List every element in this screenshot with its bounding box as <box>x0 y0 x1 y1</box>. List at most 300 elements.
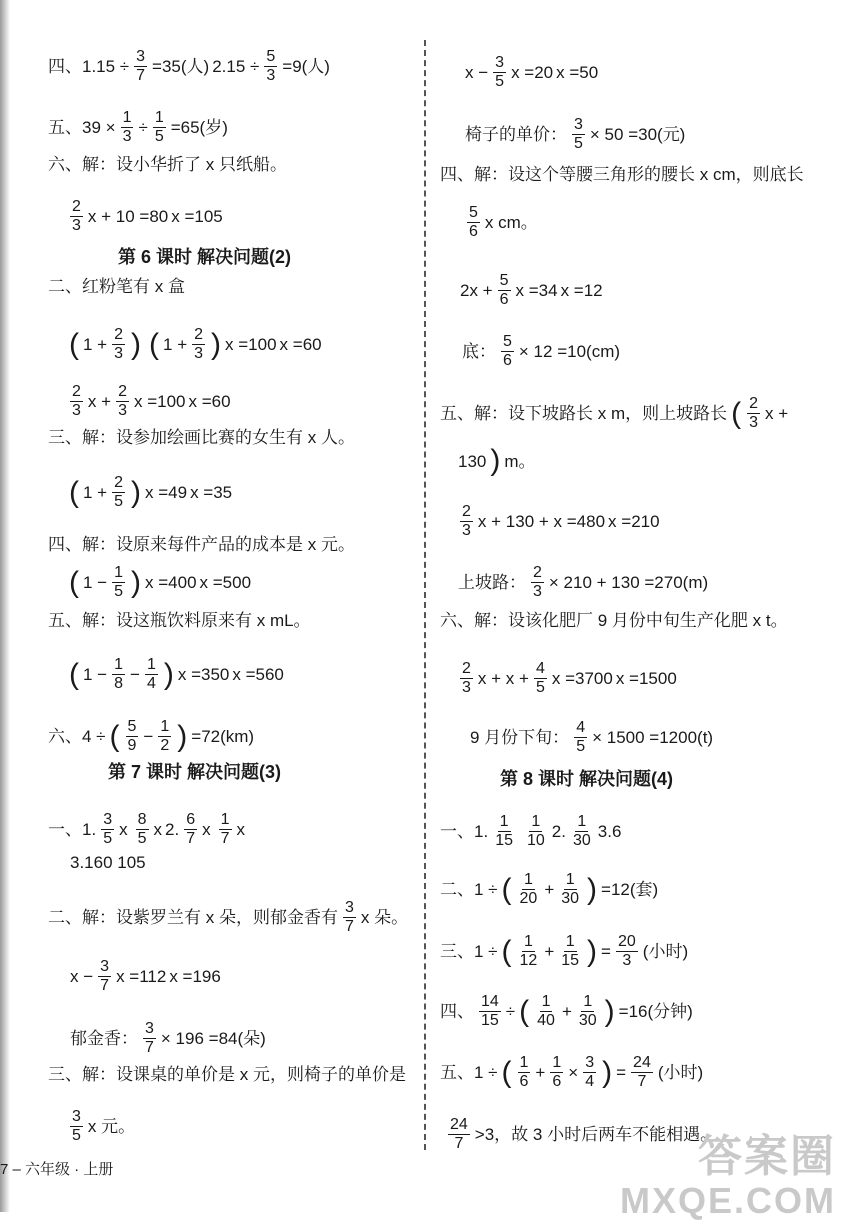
fraction-denominator: 5 <box>114 583 124 600</box>
fraction <box>192 326 205 363</box>
fraction-denominator: 5 <box>535 679 545 696</box>
answer-line <box>48 612 311 629</box>
answer-text: 2. <box>551 822 566 841</box>
fraction-numerator: 3 <box>145 1020 154 1037</box>
fraction-denominator: 7 <box>136 67 146 84</box>
fraction-denominator: 40 <box>537 1012 555 1029</box>
answer-line <box>465 54 598 91</box>
answer-text: 2. <box>165 820 180 839</box>
answer-text: 上坡路： <box>458 573 526 592</box>
fraction-numerator: 5 <box>266 48 276 65</box>
answer-text: 130 <box>458 451 487 471</box>
answer-line <box>48 109 228 146</box>
fraction <box>535 993 557 1030</box>
answer-line <box>440 166 804 183</box>
parenthesis: ) <box>131 475 142 509</box>
answer-line <box>440 1054 703 1091</box>
fraction <box>264 48 277 85</box>
answer-line <box>440 395 788 432</box>
fraction-denominator: 7 <box>100 977 110 994</box>
fraction-numerator: 1 <box>114 656 124 673</box>
answer-text: 五、1 ÷ <box>440 1063 498 1082</box>
column-divider <box>424 40 426 1150</box>
answer-line <box>440 813 621 850</box>
fraction-numerator: 2 <box>462 503 471 520</box>
answer-text: x =3700 <box>551 669 613 688</box>
answer-text: + <box>535 1063 546 1082</box>
fraction-numerator: 6 <box>186 811 196 828</box>
fraction <box>112 564 125 601</box>
answer-text: × 210 + 130 =270(m) <box>548 573 709 592</box>
fraction-denominator: 15 <box>481 1012 499 1029</box>
fraction-denominator: 5 <box>103 830 113 847</box>
answer-text: 椅子的单价： <box>465 125 567 144</box>
fraction-denominator: 30 <box>561 890 580 907</box>
answer-line <box>70 958 221 995</box>
fraction-denominator: 3 <box>749 414 759 431</box>
answer-text: = <box>616 1063 627 1082</box>
answer-line <box>48 48 330 85</box>
answer-text: 五、39 × <box>48 118 116 137</box>
answer-text: x + 10 =80 <box>87 207 169 226</box>
fraction-denominator: 5 <box>72 1127 81 1144</box>
fraction-denominator: 3 <box>462 679 471 696</box>
answer-text: 2x + <box>460 281 493 300</box>
fraction <box>498 272 511 309</box>
parenthesis: ( <box>501 872 512 906</box>
answer-text: × <box>568 1063 579 1082</box>
answer-line <box>48 429 355 446</box>
answer-text: x =210 <box>608 512 660 531</box>
fraction-numerator: 1 <box>531 813 541 830</box>
answer-text: 六、解：设小华折了 x 只纸船。 <box>48 155 287 174</box>
answer-text: =9(人) <box>282 57 330 76</box>
answer-text: 3.160 105 <box>70 853 146 872</box>
answer-text: 一、1. <box>440 822 489 841</box>
fraction <box>518 871 540 908</box>
answer-line <box>458 446 536 476</box>
fraction-denominator: 4 <box>585 1073 595 1090</box>
answer-text: x =12 <box>560 281 603 300</box>
fraction-denominator: 3 <box>114 345 124 362</box>
answer-text: 9 月份下旬： <box>470 728 570 747</box>
fraction-denominator: 9 <box>127 737 137 754</box>
fraction-numerator: 3 <box>585 1054 595 1071</box>
answer-text: (小时) <box>642 942 689 961</box>
fraction <box>134 48 147 85</box>
answer-text: x =34 <box>515 281 558 300</box>
fraction-numerator: 1 <box>523 933 533 950</box>
answer-text: x =1500 <box>615 669 677 688</box>
answer-line <box>458 503 660 540</box>
watermark-logo-text: 答案圈 <box>698 1132 836 1181</box>
answer-text: 一、1. <box>48 820 97 839</box>
answer-text: x =50 <box>556 63 599 82</box>
parenthesis: ( <box>149 327 160 361</box>
fraction-denominator: 7 <box>344 918 354 935</box>
answer-line <box>458 564 708 601</box>
answer-text: = <box>601 942 611 961</box>
fraction-numerator: 1 <box>499 813 509 830</box>
answer-text: + <box>544 880 555 899</box>
fraction-numerator: 5 <box>499 272 509 289</box>
answer-text: − <box>130 665 140 684</box>
fraction-denominator: 6 <box>552 1073 562 1090</box>
fraction-denominator: 3 <box>122 128 132 145</box>
answer-text: 2.15 ÷ <box>212 57 260 76</box>
section-heading <box>500 770 673 788</box>
answer-text: 四、1.15 ÷ <box>48 57 130 76</box>
fraction-denominator: 6 <box>519 1073 529 1090</box>
answer-line <box>48 811 245 848</box>
answer-text: − <box>143 727 154 746</box>
fraction-numerator: 2 <box>114 326 124 343</box>
fraction-denominator: 8 <box>114 675 124 692</box>
page-footer: 7 – 六年级 · 上册 <box>0 1161 114 1178</box>
fraction <box>121 109 134 146</box>
fraction <box>747 395 760 432</box>
answer-text: x + x + <box>477 669 529 688</box>
fraction-numerator: 1 <box>114 564 124 581</box>
fraction <box>219 811 232 848</box>
answer-text: x =100 <box>225 335 277 354</box>
answer-text: x + 130 + x =480 <box>477 512 606 531</box>
parenthesis: ( <box>109 719 120 753</box>
answer-line <box>48 899 408 936</box>
fraction <box>616 933 638 970</box>
fraction <box>531 564 544 601</box>
section-heading <box>118 248 291 266</box>
fraction-numerator: 1 <box>122 109 132 126</box>
fraction-denominator: 4 <box>146 675 156 692</box>
fraction <box>460 503 473 540</box>
answer-text: ÷ <box>505 1002 516 1021</box>
parenthesis: ( <box>69 475 79 509</box>
answer-text: 底： <box>462 342 496 361</box>
fraction <box>184 811 197 848</box>
answer-line <box>48 718 254 755</box>
fraction <box>126 718 139 755</box>
fraction-denominator: 3 <box>118 402 127 419</box>
answer-text: 第 6 课时 解决问题(2) <box>118 247 292 267</box>
answer-text: x =49 <box>145 483 188 502</box>
fraction <box>571 813 593 850</box>
fraction-denominator: 3 <box>622 952 632 969</box>
fraction-numerator: 1 <box>565 871 575 888</box>
fraction <box>70 1108 83 1145</box>
fraction <box>572 116 585 153</box>
fraction-denominator: 30 <box>572 832 591 849</box>
answer-text: 第 8 课时 解决问题(4) <box>500 769 674 789</box>
fraction <box>143 1020 156 1057</box>
fraction-numerator: 20 <box>617 933 636 950</box>
section-heading <box>108 763 281 781</box>
answer-text: >3，故 3 小时后两车不能相遇。 <box>474 1125 718 1144</box>
fraction-numerator: 2 <box>114 474 124 491</box>
fraction <box>98 958 111 995</box>
fraction <box>116 383 129 420</box>
answer-text: 四、解：设原来每件产品的成本是 x 元。 <box>48 535 355 554</box>
answer-text: 1 − <box>83 573 108 592</box>
fraction-numerator: 2 <box>72 383 81 400</box>
parenthesis: ( <box>69 327 79 361</box>
fraction <box>343 899 356 936</box>
fraction-numerator: 2 <box>194 326 204 343</box>
answer-text: 四、 <box>440 1002 474 1021</box>
fraction-denominator: 6 <box>469 223 478 240</box>
answer-text: x =350 <box>177 665 230 684</box>
parenthesis: ( <box>519 994 530 1028</box>
fraction-denominator: 5 <box>574 135 583 152</box>
answer-text: × 50 =30(元) <box>589 125 686 144</box>
answer-text: 1 + <box>163 335 188 354</box>
fraction <box>467 204 480 241</box>
answer-text: 三、解：设课桌的单价是 x 元，则椅子的单价是 <box>48 1065 406 1084</box>
answer-text: 六、解：设该化肥厂 9 月份中旬生产化肥 x t。 <box>440 611 788 630</box>
answer-text: 六、4 ÷ <box>48 727 106 746</box>
fraction-denominator: 7 <box>454 1135 464 1152</box>
answer-text: x 元。 <box>87 1117 136 1136</box>
fraction <box>158 718 171 755</box>
fraction-numerator: 1 <box>523 871 533 888</box>
fraction-numerator: 2 <box>118 383 127 400</box>
answer-line <box>68 326 322 363</box>
fraction-numerator: 1 <box>160 718 170 735</box>
answer-text: x − <box>70 967 94 986</box>
fraction-numerator: 24 <box>633 1054 651 1071</box>
answer-text: (小时) <box>657 1063 704 1082</box>
watermark <box>620 1120 836 1222</box>
fraction <box>460 660 473 697</box>
answer-text: x =20 <box>511 63 554 82</box>
answer-line <box>68 1108 135 1145</box>
answer-text: 1 − <box>83 665 108 684</box>
fraction-denominator: 7 <box>220 830 230 847</box>
fraction-numerator: 3 <box>103 811 113 828</box>
fraction-numerator: 3 <box>344 899 354 916</box>
answer-text: 二、红粉笔有 x 盒 <box>48 277 185 296</box>
answer-text: x <box>236 820 245 839</box>
fraction <box>112 474 125 511</box>
fraction <box>70 383 83 420</box>
fraction <box>577 993 599 1030</box>
fraction <box>518 1054 531 1091</box>
fraction <box>583 1054 596 1091</box>
answer-text: x <box>153 820 162 839</box>
answer-line <box>68 198 223 235</box>
fraction <box>112 326 125 363</box>
answer-text: =16(分钟) <box>618 1002 693 1021</box>
parenthesis: ) <box>490 444 501 477</box>
answer-text: + <box>561 1002 572 1021</box>
answer-text: × 196 =84(朵) <box>160 1029 266 1048</box>
answer-line <box>68 656 284 693</box>
fraction <box>153 109 166 146</box>
fraction-numerator: 1 <box>146 656 156 673</box>
answer-line <box>465 204 538 241</box>
answer-text: =12(套) <box>601 880 659 899</box>
fraction-denominator: 15 <box>495 832 513 849</box>
answer-text: x =560 <box>232 665 284 684</box>
fraction-numerator: 3 <box>574 116 583 133</box>
answer-line <box>70 854 146 871</box>
fraction-denominator: 20 <box>519 890 538 907</box>
fraction <box>550 1054 563 1091</box>
answer-text: x =60 <box>188 392 231 411</box>
parenthesis: ) <box>211 327 222 361</box>
fraction-numerator: 14 <box>481 993 499 1010</box>
answer-text: =72(km) <box>191 727 255 746</box>
fraction-denominator: 10 <box>526 832 545 849</box>
parenthesis: ) <box>131 327 142 361</box>
answer-text: m。 <box>504 451 536 471</box>
fraction-denominator: 3 <box>72 217 81 234</box>
answer-text: x =112 <box>116 967 167 986</box>
answer-line <box>48 156 287 173</box>
answer-line <box>70 1020 266 1057</box>
parenthesis: ( <box>501 1055 512 1089</box>
page-edge-shadow <box>0 0 10 1212</box>
answer-text: =65(岁) <box>170 118 228 137</box>
parenthesis: ( <box>69 565 79 599</box>
parenthesis: ( <box>731 396 742 430</box>
fraction-denominator: 2 <box>160 737 170 754</box>
answer-text: 五、解：设这瓶饮料原来有 x mL。 <box>48 611 311 630</box>
answer-text: 三、解：设参加绘画比赛的女生有 x 人。 <box>48 428 355 447</box>
answer-line <box>68 564 251 601</box>
fraction <box>534 660 547 697</box>
answer-text: x =105 <box>171 207 223 226</box>
fraction <box>112 656 125 693</box>
answer-text: x =500 <box>199 573 252 592</box>
fraction-denominator: 7 <box>186 830 196 847</box>
answer-text: + <box>544 942 555 961</box>
fraction-denominator: 30 <box>578 1012 597 1029</box>
fraction-denominator: 5 <box>495 73 505 90</box>
answer-text: × 12 =10(cm) <box>518 342 621 361</box>
answer-text: x − <box>465 63 489 82</box>
fraction-numerator: 3 <box>100 958 110 975</box>
fraction-denominator: 5 <box>137 830 147 847</box>
fraction <box>493 54 506 91</box>
fraction-numerator: 3 <box>72 1108 81 1125</box>
fraction <box>101 811 114 848</box>
answer-line <box>68 383 231 420</box>
answer-text: x + <box>765 404 789 423</box>
fraction-numerator: 1 <box>154 109 164 126</box>
parenthesis: ) <box>177 719 188 753</box>
fraction-numerator: 1 <box>552 1054 562 1071</box>
answer-text: ÷ <box>138 118 148 137</box>
fraction-numerator: 1 <box>577 813 587 830</box>
answer-text: 1 + <box>83 335 108 354</box>
answer-text: x 朵。 <box>360 908 409 927</box>
parenthesis: ) <box>163 657 174 691</box>
fraction-numerator: 2 <box>749 395 759 412</box>
fraction <box>574 719 587 756</box>
fraction <box>136 811 149 848</box>
answer-text: x =196 <box>169 967 221 986</box>
answer-text: 1 + <box>83 483 108 502</box>
fraction-denominator: 5 <box>114 493 124 510</box>
fraction-denominator: 3 <box>266 67 276 84</box>
answer-line <box>462 333 620 370</box>
fraction-denominator: 3 <box>194 345 204 362</box>
fraction-denominator: 3 <box>462 522 471 539</box>
fraction-numerator: 5 <box>503 333 512 350</box>
fraction-denominator: 3 <box>72 402 81 419</box>
answer-text: 二、解：设紫罗兰有 x 朵，则郁金香有 <box>48 908 338 927</box>
answer-line <box>48 1066 406 1083</box>
fraction-numerator: 4 <box>576 719 586 736</box>
fraction <box>631 1054 653 1091</box>
fraction-numerator: 24 <box>450 1116 468 1133</box>
fraction-numerator: 1 <box>519 1054 529 1071</box>
answer-line <box>465 116 685 153</box>
answer-text: 二、1 ÷ <box>440 880 498 899</box>
fraction <box>493 813 515 850</box>
fraction-denominator: 12 <box>519 952 538 969</box>
parenthesis: ) <box>131 565 142 599</box>
answer-line <box>68 474 232 511</box>
answer-text: x cm。 <box>484 213 538 232</box>
answer-text: 四、解：设这个等腰三角形的腰长 x cm，则底长 <box>440 165 804 184</box>
fraction-denominator: 15 <box>561 952 580 969</box>
answer-line <box>48 536 355 553</box>
fraction-denominator: 3 <box>533 583 542 600</box>
fraction-denominator: 5 <box>154 128 164 145</box>
parenthesis: ) <box>602 1055 613 1089</box>
watermark-url: MXQE.COM <box>619 1180 836 1221</box>
answer-text: x =400 <box>145 573 197 592</box>
fraction-denominator: 6 <box>499 291 509 308</box>
fraction-numerator: 2 <box>462 660 471 677</box>
fraction-numerator: 1 <box>220 811 230 828</box>
answer-line <box>460 272 603 309</box>
answer-text: x <box>202 820 211 839</box>
fraction <box>559 871 581 908</box>
answer-line <box>440 612 788 629</box>
fraction-numerator: 1 <box>541 993 551 1010</box>
fraction-numerator: 5 <box>469 204 478 221</box>
fraction <box>559 933 581 970</box>
answer-text: 三、1 ÷ <box>440 942 498 961</box>
parenthesis: ) <box>587 934 598 968</box>
fraction <box>518 933 540 970</box>
parenthesis: ( <box>69 657 79 691</box>
answer-text: =35(人) <box>152 57 210 76</box>
fraction <box>145 656 158 693</box>
fraction <box>448 1116 470 1153</box>
answer-text: 郁金香： <box>70 1029 138 1048</box>
answer-text: x <box>119 820 128 839</box>
fraction-numerator: 3 <box>136 48 146 65</box>
fraction-numerator: 4 <box>535 660 545 677</box>
answer-text: x =60 <box>279 335 322 354</box>
answer-line <box>440 871 658 908</box>
answer-text: x + <box>87 392 112 411</box>
fraction <box>525 813 547 850</box>
answer-text: 五、解：设下坡路长 x m，则上坡路长 <box>440 404 728 423</box>
answer-line <box>440 993 693 1030</box>
fraction-denominator: 7 <box>145 1039 154 1056</box>
fraction <box>70 198 83 235</box>
fraction-denominator: 6 <box>503 352 512 369</box>
parenthesis: ( <box>501 934 512 968</box>
answer-line <box>470 719 713 756</box>
fraction-numerator: 5 <box>127 718 137 735</box>
answer-line <box>48 278 185 295</box>
